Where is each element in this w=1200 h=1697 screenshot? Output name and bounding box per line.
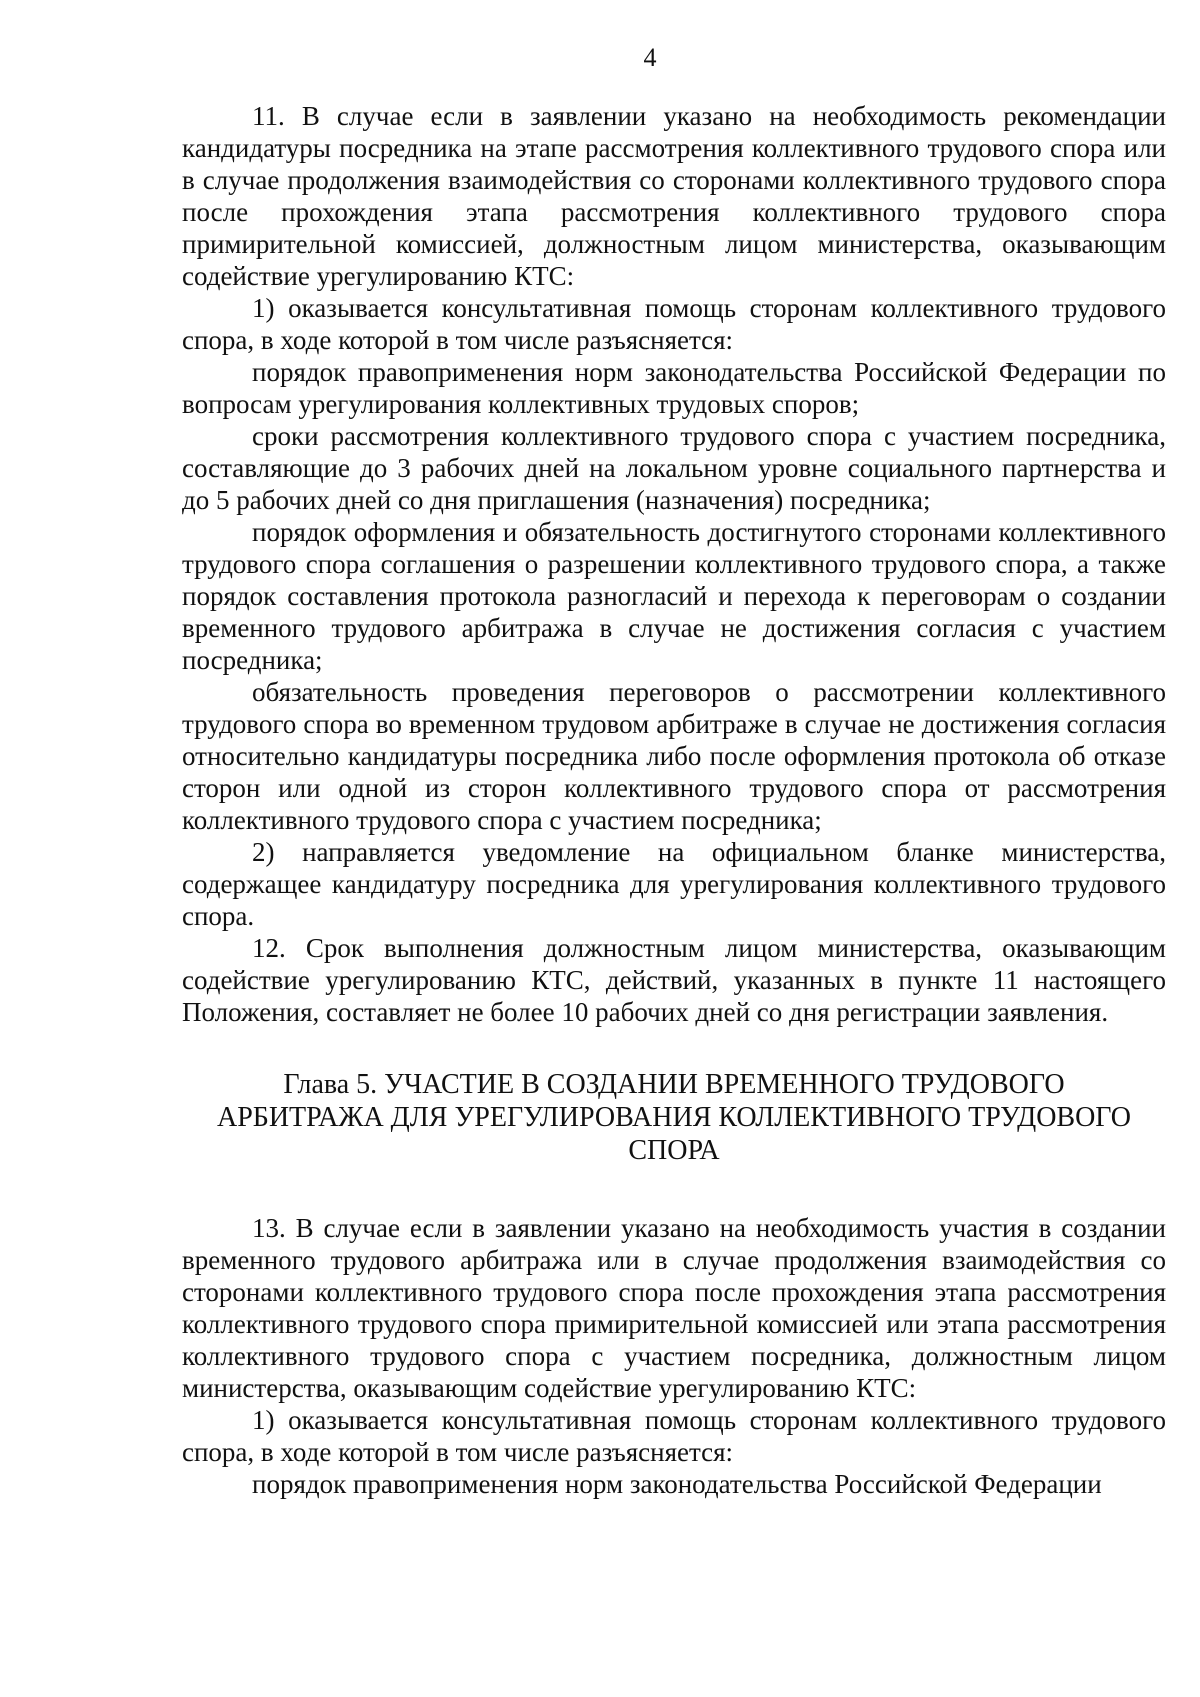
paragraph-11: 11. В случае если в заявлении указано на необходимость рекомендации кандидатуры посредника на этапе рассмотрения коллективного трудового спора или в случае продолжения взаимодействия со сторонами коллективного трудового спора после прохождения этапа рассмотрения коллективного трудового спора примирительной комиссией, должностным лицом министерства, оказывающим содействие урегулированию КТС: bbox=[182, 101, 1166, 291]
paragraph-13-item-1: 1) оказывается консультативная помощь сторонам коллективного трудового спора, в ходе которой в том числе разъясняется: bbox=[182, 1405, 1166, 1467]
chapter-heading-line: СПОРА bbox=[628, 1135, 720, 1166]
chapter-heading-line: АРБИТРАЖА ДЛЯ УРЕГУЛИРОВАНИЯ КОЛЛЕКТИВНОГО ТРУДОВОГО bbox=[216, 1102, 1132, 1133]
paragraph-13-item-1-a: порядок правоприменения норм законодательства Российской Федерации bbox=[252, 1469, 1102, 1499]
paragraph-11-item-1-a: порядок правоприменения норм законодательства Российской Федерации по вопросам урегулирования коллективных трудовых споров; bbox=[182, 357, 1166, 419]
paragraph-11-item-1-c: порядок оформления и обязательность достигнутого сторонами коллективного трудового спора соглашения о разрешении коллективного трудового спора, а также порядок составления протокола разногласий и перехода к переговорам о создании временного трудового арбитража в случае не достижения согласия с участием посредника; bbox=[182, 517, 1166, 675]
page-number: 4 bbox=[643, 43, 657, 72]
paragraph-13: 13. В случае если в заявлении указано на необходимость участия в создании временного трудового арбитража или в случае продолжения взаимодействия со сторонами коллективного трудового спора после прохождения этапа рассмотрения коллективного трудового спора примирительной комиссией или этапа рассмотрения коллективного трудового спора с участием посредника, должностным лицом министерства, оказывающим содействие урегулированию КТС: bbox=[182, 1213, 1166, 1403]
document-body bbox=[182, 100, 1166, 1500]
paragraph-11-item-1: 1) оказывается консультативная помощь сторонам коллективного трудового спора, в ходе которой в том числе разъясняется: bbox=[182, 293, 1166, 355]
paragraph-11-item-1-b: сроки рассмотрения коллективного трудового спора с участием посредника, составляющие до 3 рабочих дней на локальном уровне социального партнерства и до 5 рабочих дней со дня приглашения (назначения) посредника; bbox=[182, 421, 1166, 515]
paragraph-12: 12. Срок выполнения должностным лицом министерства, оказывающим содействие урегулированию КТС, действий, указанных в пункте 11 настоящего Положения, составляет не более 10 рабочих дней со дня регистрации заявления. bbox=[182, 933, 1166, 1027]
chapter-heading-line: Глава 5. УЧАСТИЕ В СОЗДАНИИ ВРЕМЕННОГО ТРУДОВОГО bbox=[283, 1069, 1065, 1100]
chapter-heading bbox=[182, 1068, 1166, 1167]
paragraph-11-item-1-d: обязательность проведения переговоров о рассмотрении коллективного трудового спора во временном трудовом арбитраже в случае не достижения согласия относительно кандидатуры посредника либо после оформления протокола об отказе сторон или одной из сторон коллективного трудового спора от рассмотрения коллективного трудового спора с участием посредника; bbox=[182, 677, 1166, 835]
paragraph-11-item-2: 2) направляется уведомление на официальном бланке министерства, содержащее кандидатуру посредника для урегулирования коллективного трудового спора. bbox=[182, 837, 1166, 931]
